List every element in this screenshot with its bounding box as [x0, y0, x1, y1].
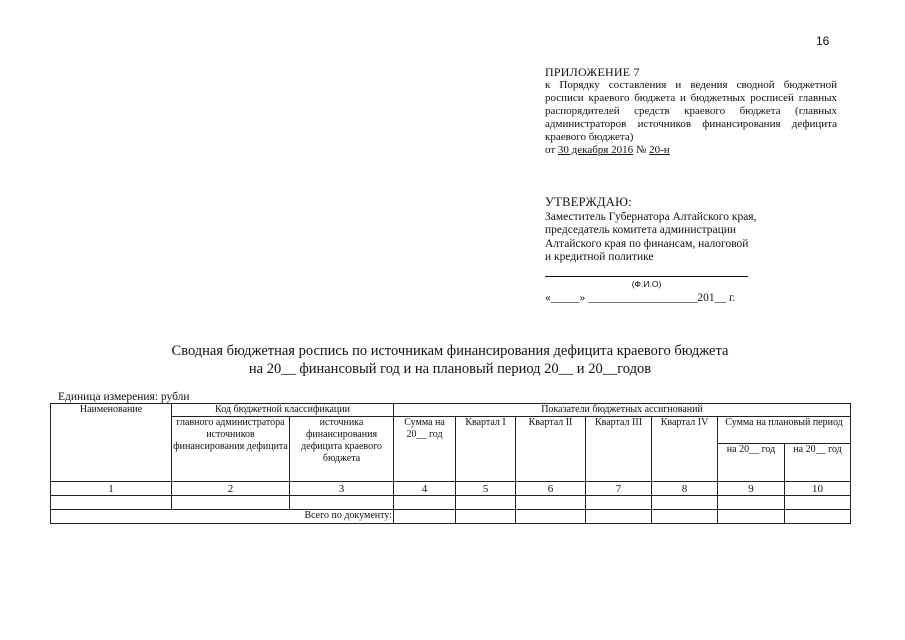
header-name: Наименование [51, 404, 172, 417]
table-cell [516, 510, 586, 524]
table-cell [172, 496, 290, 510]
table-row [51, 496, 851, 510]
appendix-date-prefix: от [545, 144, 558, 156]
fio-label: (Ф.И.О) [631, 279, 662, 289]
appendix-date: 30 декабря 2016 [557, 144, 634, 156]
approval-line: председатель комитета администрации [545, 224, 737, 236]
header-admin: главного администратора источников финансирования дефицита [172, 417, 290, 482]
col-number: 10 [785, 482, 851, 496]
approval-line: Заместитель Губернатора Алтайского края, [545, 210, 757, 223]
table-cell [290, 496, 394, 510]
col-number: 4 [394, 482, 456, 496]
table-cell [652, 496, 718, 510]
table-cell [785, 510, 851, 524]
appendix-block [545, 66, 837, 157]
header-q2: Квартал II [516, 417, 586, 482]
col-number: 1 [51, 482, 172, 496]
table-header-row-1 [51, 404, 851, 417]
col-number: 7 [586, 482, 652, 496]
budget-table [50, 403, 851, 524]
appendix-text: к Порядку составления и ведения сводной бюджетной росписи краевого бюджета и бюджетных росписей главных распорядителей средств краевого бюджета (главных администраторов источников финансирования дефицита краевого бюджета) [545, 79, 837, 143]
table-cell [456, 496, 516, 510]
table-cell [718, 496, 785, 510]
total-label: Всего по документу: [51, 510, 394, 524]
header-q3: Квартал III [586, 417, 652, 482]
document-title-line2: на 20__ финансовый год и на плановый период 20__ и 20__годов [248, 361, 652, 377]
page-number: 16 [816, 34, 830, 48]
approval-title: УТВЕРЖДАЮ: [545, 195, 633, 209]
table-header-row-2 [51, 417, 851, 444]
unit-of-measure: Единица измерения: рубли [58, 391, 190, 403]
table-number-row [51, 482, 851, 496]
appendix-number: 20-н [649, 144, 670, 156]
appendix-date-line [545, 144, 837, 157]
col-number: 8 [652, 482, 718, 496]
approval-date-line: «_____» ___________________201__ г. [545, 292, 736, 304]
header-sum-year: Сумма на 20__ год [394, 417, 456, 482]
header-name-cont [51, 444, 172, 482]
header-indicators-group: Показатели бюджетных ассигнований [394, 404, 851, 417]
table-cell [785, 496, 851, 510]
approval-line: и кредитной политике [545, 251, 654, 263]
table-cell [394, 496, 456, 510]
header-q4: Квартал IV [652, 417, 718, 482]
document-title [60, 342, 840, 378]
header-source: источника финансирования дефицита краевого бюджета [290, 417, 394, 482]
signature-line [545, 276, 748, 277]
header-plan-year-2: на 20__ год [785, 444, 851, 482]
header-plan-group: Сумма на плановый период [718, 417, 851, 444]
col-number: 5 [456, 482, 516, 496]
header-plan-year-1: на 20__ год [718, 444, 785, 482]
col-number: 6 [516, 482, 586, 496]
table-cell [456, 510, 516, 524]
header-name-cont [51, 417, 172, 444]
table-cell [652, 510, 718, 524]
appendix-number-prefix: № [633, 144, 650, 156]
table-cell [394, 510, 456, 524]
col-number: 3 [290, 482, 394, 496]
col-number: 2 [172, 482, 290, 496]
document-title-line1: Сводная бюджетная роспись по источникам финансирования дефицита краевого бюджета [171, 343, 729, 359]
approval-line: Алтайского края по финансам, налоговой [545, 237, 749, 250]
header-q1: Квартал I [456, 417, 516, 482]
table-cell [718, 510, 785, 524]
approval-block [545, 196, 845, 265]
header-code-group: Код бюджетной классификации [172, 404, 394, 417]
table-cell [586, 496, 652, 510]
table-cell [516, 496, 586, 510]
col-number: 9 [718, 482, 785, 496]
table-cell [586, 510, 652, 524]
table-cell [51, 496, 172, 510]
appendix-title: ПРИЛОЖЕНИЕ 7 [545, 65, 640, 79]
table-total-row [51, 510, 851, 524]
